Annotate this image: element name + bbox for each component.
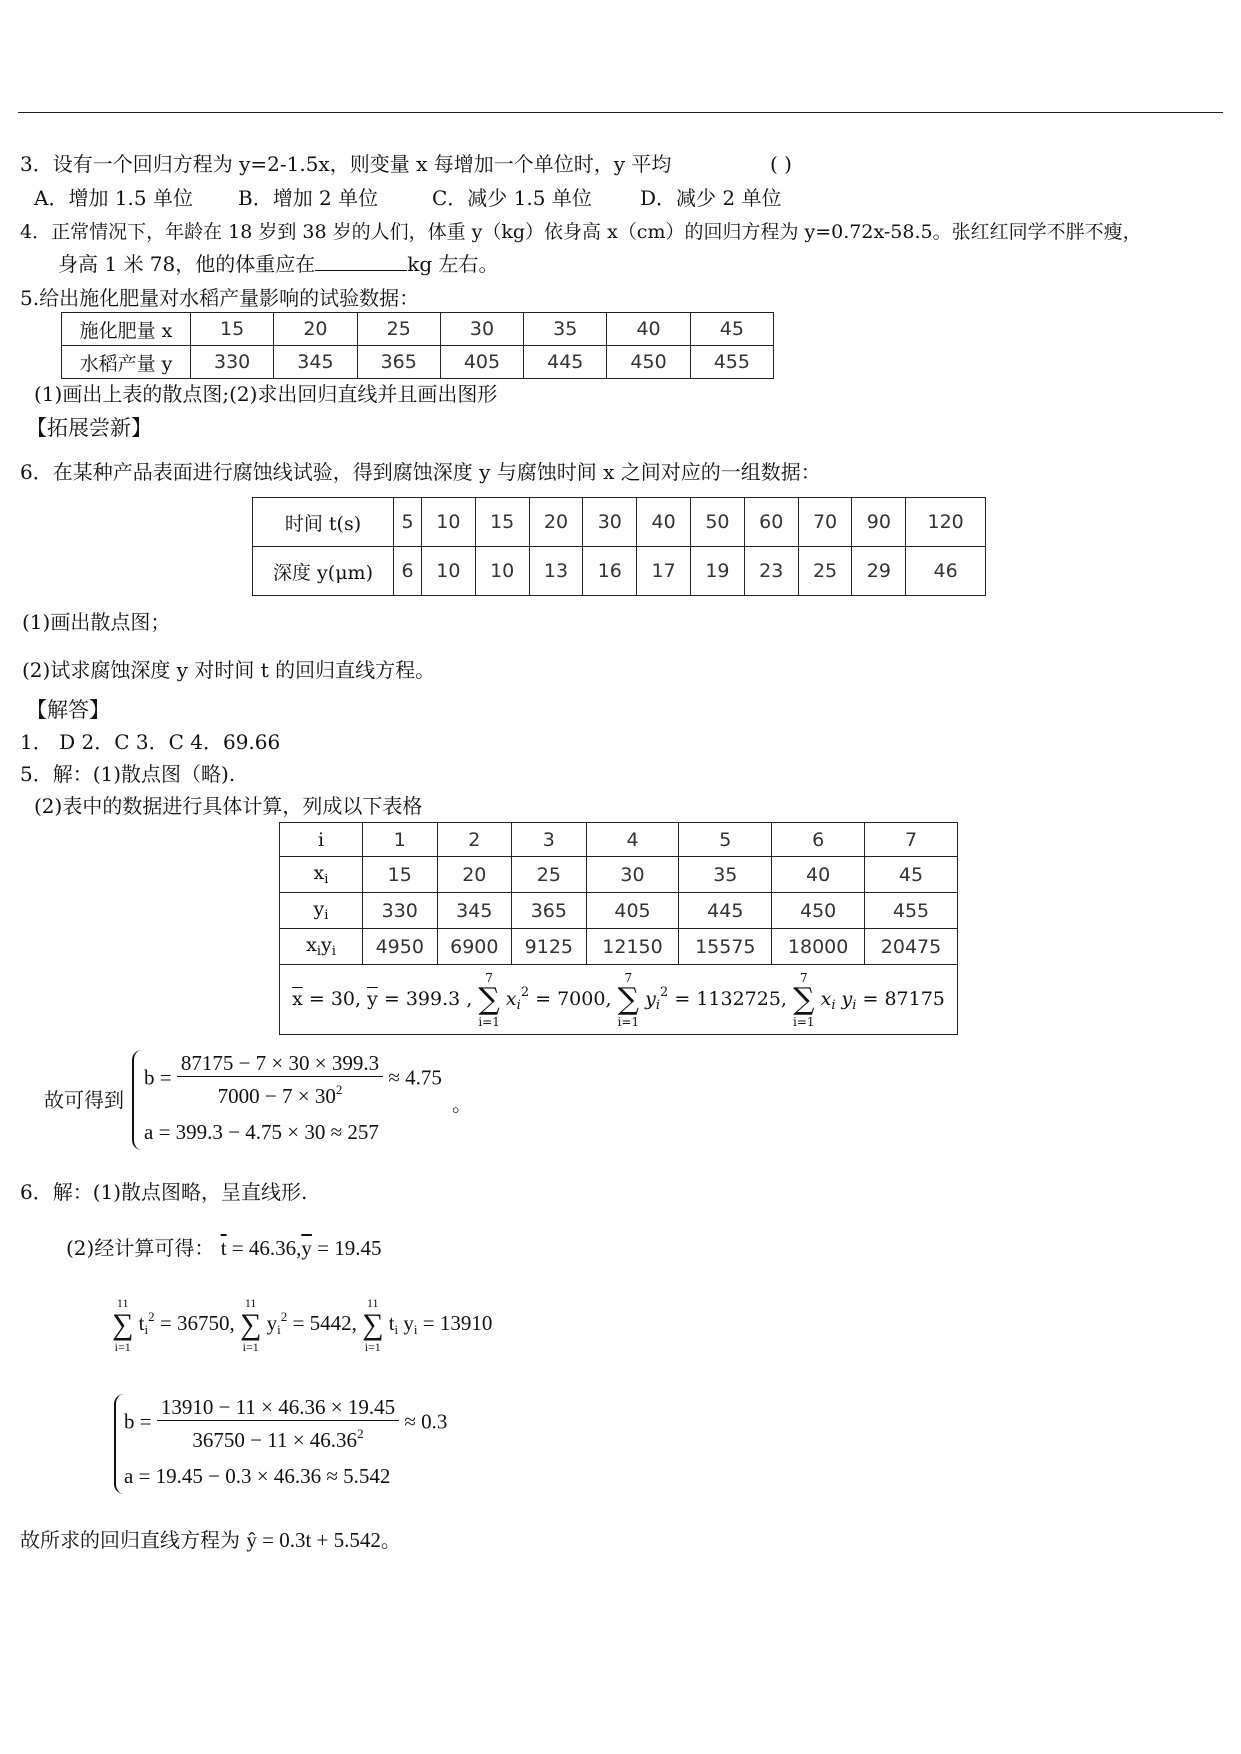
calc-head-yi: $y_i$ [280, 893, 363, 929]
calc-cell: 365 [512, 893, 587, 929]
a-expression: 399.3 − 4.75 × 30 ≈ 257 [175, 1120, 379, 1144]
q3-option-c: C．减少 1.5 单位 [432, 186, 592, 210]
ybar-value: 399.3 , [405, 987, 473, 1010]
q4-line1: 4．正常情况下，年龄在 18 岁到 38 岁的人们，体重 y（kg）依身高 x（cm）的回归方程为 y=0.72x-58.5。张红红同学不胖不瘦， [20, 221, 1142, 243]
a-equation-6: a = 19.45 − 0.3 × 46.36 ≈ 5.542 [124, 1464, 391, 1488]
calc-row-i [280, 823, 958, 857]
sum-symbol: 11 ∑ i=1 [112, 1296, 134, 1354]
b-equation-6: b = $\frac{13910 - 11 \times 46.36 \times 19.45}{36750 - 11 \times 46.36^2}$ ≈ 0.3 [124, 1395, 448, 1452]
q6-row-y-label: 深度 y(μm) [253, 547, 394, 596]
q5-cell: 25 [357, 313, 440, 346]
final-pre: 故所求的回归直线方程为 [20, 1528, 240, 1552]
sum-symbol: 11 ∑ i=1 [239, 1296, 262, 1354]
q5-row-x [62, 313, 774, 346]
calc-cell: 330 [363, 893, 438, 929]
calc-cell: 2 [437, 823, 512, 857]
answer-6-part2-label: (2)经计算可得： [66, 1236, 215, 1260]
calc-cell: 30 [586, 857, 679, 893]
sum-y2-6-value: 5442, [309, 1310, 357, 1335]
q5-ask: (1)画出上表的散点图;(2)求出回归直线并且画出图形 [34, 382, 498, 406]
q6-cell: 30 [583, 498, 637, 547]
b6-fraction: $\frac{13910 - 11 \times 46.36 \times 19.45}{36750 - 11 \times 46.36^2}$ [157, 1394, 399, 1453]
final-equation-line: 故所求的回归直线方程为 ŷ = 0.3t + 5.542。 [20, 1528, 401, 1552]
calc-row-y [280, 893, 958, 929]
q3-option-b: B．增加 2 单位 [238, 186, 379, 210]
q6-cell: 46 [906, 547, 986, 596]
sum-xy-value: 87175 [884, 987, 945, 1010]
sum-x2-value: 7000, [557, 987, 612, 1010]
xbar-value: 30, [330, 987, 362, 1010]
q6-cell: 19 [691, 547, 745, 596]
calc-row-xy [280, 929, 958, 965]
calc-cell: 6 [772, 823, 865, 857]
q6-cell: 13 [529, 547, 583, 596]
answer-5-part2: (2)表中的数据进行具体计算，列成以下表格 [34, 794, 423, 818]
q6-ask2: (2)试求腐蚀深度 y 对时间 t 的回归直线方程。 [22, 658, 436, 682]
q6-cell: 23 [744, 547, 798, 596]
answer-6-part1: 6．解：(1)散点图略，呈直线形. [20, 1180, 308, 1204]
answer-5-part1: 5．解：(1)散点图（略). [20, 762, 236, 786]
calc-cell: 9125 [512, 929, 587, 965]
q5-cell: 15 [191, 313, 274, 346]
q6-cell: 20 [529, 498, 583, 547]
tbar-value: 46.36, [248, 1236, 302, 1260]
q3-answer-paren: ( ) [770, 152, 792, 176]
calc-cell: 12150 [586, 929, 679, 965]
q5-cell: 345 [274, 346, 357, 379]
q6-row-y [253, 547, 986, 596]
q3-option-a: A．增加 1.5 单位 [34, 186, 193, 210]
sum-symbol: 7 ∑ i=1 [478, 970, 500, 1029]
q3-stem: 3．设有一个回归方程为 y=2-1.5x，则变量 x 每增加一个单位时，y 平均 [20, 152, 672, 176]
q5-data-table [61, 312, 774, 379]
q6-ask1: (1)画出散点图； [22, 610, 171, 634]
q6-cell: 120 [906, 498, 986, 547]
section-extend: 【拓展尝新】 [26, 416, 152, 440]
calc-cell: 35 [679, 857, 772, 893]
q6-cell: 15 [475, 498, 529, 547]
b-result: ≈ 4.75 [388, 1065, 442, 1090]
calc-head-xi: $x_i$ [280, 857, 363, 893]
calc-cell: 3 [512, 823, 587, 857]
calc-cell: 20475 [865, 929, 958, 965]
final-equation: = 0.3t + 5.542 [262, 1528, 381, 1552]
q6-cell: 10 [421, 547, 475, 596]
calc-summary: $\overline{x} = 30$, $\overline{y} = 399.3$ , 7 ∑ i=1 $x_i^2 = 7000$, 7 ∑ i=1 $y_i^2 = 1132725$, 7 ∑ i=1 $x_i$ $y_i = 87175$ [280, 965, 958, 1035]
q6-cell: 70 [798, 498, 852, 547]
calc-cell: 5 [679, 823, 772, 857]
b-equation-5: b = $\frac{87175 - 7 \times 30 \times 399.3}{7000 - 7 \times 30^2}$ ≈ 4.75 [144, 1051, 442, 1108]
q3-option-d: D．减少 2 单位 [640, 186, 782, 210]
q6-row-t-label: 时间 t(s) [253, 498, 394, 547]
q4-line2 [58, 252, 499, 276]
q5-cell: 445 [524, 346, 607, 379]
calc-table [279, 822, 958, 1035]
left-brace [114, 1394, 124, 1494]
q4-blank [315, 252, 407, 271]
q6-cell: 60 [744, 498, 798, 547]
calc-row-x [280, 857, 958, 893]
a6-expression: 19.45 − 0.3 × 46.36 ≈ 5.542 [155, 1464, 391, 1488]
calc-cell: 20 [437, 857, 512, 893]
sum-symbol: 7 ∑ i=1 [617, 970, 640, 1029]
header-rule [18, 112, 1223, 113]
q6-intro: 6．在某种产品表面进行腐蚀线试验，得到腐蚀深度 y 与腐蚀时间 x 之间对应的一组数据： [20, 460, 821, 484]
sum-symbol: 7 ∑ i=1 [793, 970, 815, 1029]
q6-cell: 16 [583, 547, 637, 596]
calc-cell: 18000 [772, 929, 865, 965]
calc-head-xiyi: $x_iy_i$ [280, 929, 363, 965]
a-equation-5: a = 399.3 − 4.75 × 30 ≈ 257 [144, 1120, 379, 1144]
q5-cell: 45 [690, 313, 773, 346]
q5-row-x-label: 施化肥量 x [62, 313, 191, 346]
calc-cell: 45 [865, 857, 958, 893]
q5-cell: 30 [440, 313, 523, 346]
answers-1-4: 1． D 2．C 3．C 4．69.66 [20, 730, 281, 754]
q6-cell: 10 [475, 547, 529, 596]
q5-cell: 330 [191, 346, 274, 379]
answer-6-part2: (2)经计算可得： $\overline{t} = 46.36,\overline{y} = 19.45$ [66, 1236, 382, 1260]
sum-symbol: 11 ∑ i=1 [362, 1296, 384, 1354]
b6-result: ≈ 0.3 [404, 1409, 448, 1434]
calc-row-summary [280, 965, 958, 1035]
q4-line2-post: kg 左右。 [407, 252, 499, 276]
q5-cell: 40 [607, 313, 690, 346]
calc-cell: 455 [865, 893, 958, 929]
q6-cell: 40 [637, 498, 691, 547]
section-answer: 【解答】 [26, 698, 110, 722]
q6-cell: 17 [637, 547, 691, 596]
final-post: 。 [380, 1528, 401, 1552]
calc-cell: 15 [363, 857, 438, 893]
calc-cell: 15575 [679, 929, 772, 965]
q6-cell: 10 [421, 498, 475, 547]
calc-cell: 1 [363, 823, 438, 857]
b-period: 。 [452, 1092, 472, 1116]
calc-cell: 345 [437, 893, 512, 929]
q5-cell: 35 [524, 313, 607, 346]
calc-cell: 6900 [437, 929, 512, 965]
q5-row-y-label: 水稻产量 y [62, 346, 191, 379]
q5-cell: 365 [357, 346, 440, 379]
sum-ty-value: 13910 [439, 1310, 493, 1335]
ybar6-value: 19.45 [334, 1236, 382, 1260]
q6-cell: 5 [394, 498, 422, 547]
q6-cell: 6 [394, 547, 422, 596]
q5-row-y [62, 346, 774, 379]
calc-cell: 25 [512, 857, 587, 893]
b-fraction: $\frac{87175 - 7 \times 30 \times 399.3}{7000 - 7 \times 30^2}$ [177, 1050, 383, 1109]
calc-cell: 450 [772, 893, 865, 929]
q6-data-table [252, 497, 986, 596]
calc-head-i: i [280, 823, 363, 857]
calc-cell: 4 [586, 823, 679, 857]
q6-row-t [253, 498, 986, 547]
sum-t2-value: 36750, [176, 1310, 235, 1335]
q5-cell: 20 [274, 313, 357, 346]
calc-cell: 4950 [363, 929, 438, 965]
calc-cell: 40 [772, 857, 865, 893]
calc-cell: 445 [679, 893, 772, 929]
q6-cell: 50 [691, 498, 745, 547]
q4-line2-pre: 身高 1 米 78，他的体重应在 [58, 252, 316, 276]
calc-cell: 7 [865, 823, 958, 857]
sum-y2-value: 1132725, [696, 987, 787, 1010]
q6-cell: 25 [798, 547, 852, 596]
left-brace [132, 1050, 142, 1150]
q5-cell: 450 [607, 346, 690, 379]
q6-cell: 29 [852, 547, 906, 596]
q5-cell: 405 [440, 346, 523, 379]
q5-cell: 455 [690, 346, 773, 379]
q5-intro: 5.给出施化肥量对水稻产量影响的试验数据： [20, 286, 420, 310]
calc-cell: 405 [586, 893, 679, 929]
q6-cell: 90 [852, 498, 906, 547]
sums-6: 11 ∑ i=1 $t_i^2 = 36750$, 11 ∑ i=1 $y_i^2 = 5442$, 11 ∑ i=1 $t_i$ $y_i = 13910$ [112, 1296, 493, 1354]
so-get-label: 故可得到 [44, 1088, 124, 1112]
